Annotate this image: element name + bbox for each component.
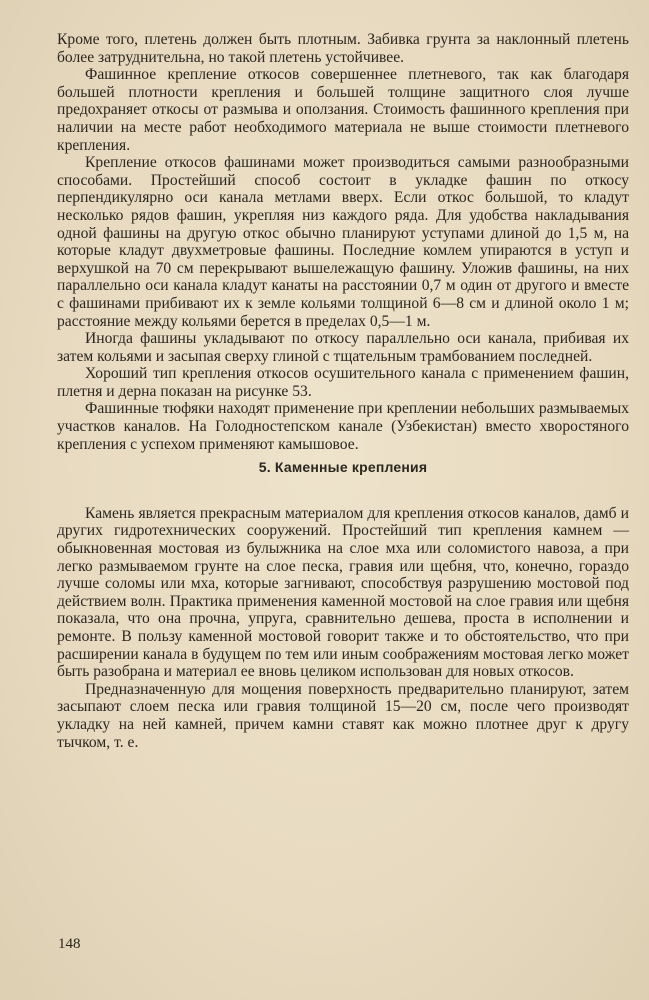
paragraph: Фашинное крепление откосов совершеннее плетневого, так как благодаря большей плотности крепления и большей толщине защитного слоя лучше предохраняет откосы от размыва и оползания. Стоимость фашинного крепления при наличии на месте работ необходимого материала не выше стоимости плетневого крепления. [57,66,629,154]
paragraph: Фашинные тюфяки находят применение при креплении небольших размываемых участков каналов. На Голодностепском канале (Узбекистан) вместо хворостяного крепления с успехом применяют камышовое. [57,400,629,453]
paragraph: Кроме того, плетень должен быть плотным. Забивка грунта за наклонный плетень более затруднительна, но такой плетень устойчивее. [57,31,629,66]
section-heading: 5. Каменные крепления [258,459,428,476]
paragraph: Иногда фашины укладывают по откосу параллельно оси канала, прибивая их затем кольями и засыпая сверху глиной с тщательным трамбованием последней. [57,330,629,365]
paragraph: Хороший тип крепления откосов осушительного канала с применением фашин, плетня и дерна показан на рисунке 53. [57,365,629,400]
page-text [57,31,629,751]
paragraph: Камень является прекрасным материалом для крепления откосов каналов, дамб и других гидротехнических сооружений. Простейший тип крепления камнем — обыкновенная мостовая из булыжника на слое мха или соломистого навоза, а при легко размываемом грунте на слое песка, гравия или щебня, что, конечно, гораздо лучше соломы или мха, которые загнивают, способствуя разрушению мостовой под действием волн. Практика применения каменной мостовой на слое гравия или щебня показала, что она прочна, упруга, сравнительно дешева, проста в исполнении и ремонте. В пользу каменной мостовой говорит также и то обстоятельство, что при расширении канала в будущем по тем или иным соображениям мостовая легко может быть разобрана и материал ее вновь целиком использован для новых откосов. [57,504,629,681]
paragraph: Предназначенную для мощения поверхность предварительно планируют, затем засыпают слоем песка или гравия толщиной 15—20 см, после чего производят укладку на ней камней, причем камни ставят как можно плотнее друг к другу тычком, т. е. [57,680,629,751]
page-number: 148 [58,936,81,952]
paragraph: Крепление откосов фашинами может производиться самыми разнообразными способами. Простейший способ состоит в укладке фашин по откосу перпендикулярно оси канала метлами вверх. Если откос большой, то кладут несколько рядов фашин, укрепляя низ каждого ряда. Для удобства накладывания одной фашины на другую откос обычно планируют уступами длиной до 1,5 м, на которые кладут двухметровые фашины. Последние комлем упираются в уступ и верхушкой на 70 см перекрывают вышележащую фашину. Уложив фашины, на них параллельно оси канала кладут канаты на расстоянии 0,7 м один от другого и вместе с фашинами прибивают их к земле кольями толщиной 6—8 см и длиной около 1 м; расстояние между кольями берется в пределах 0,5—1 м. [57,154,629,330]
